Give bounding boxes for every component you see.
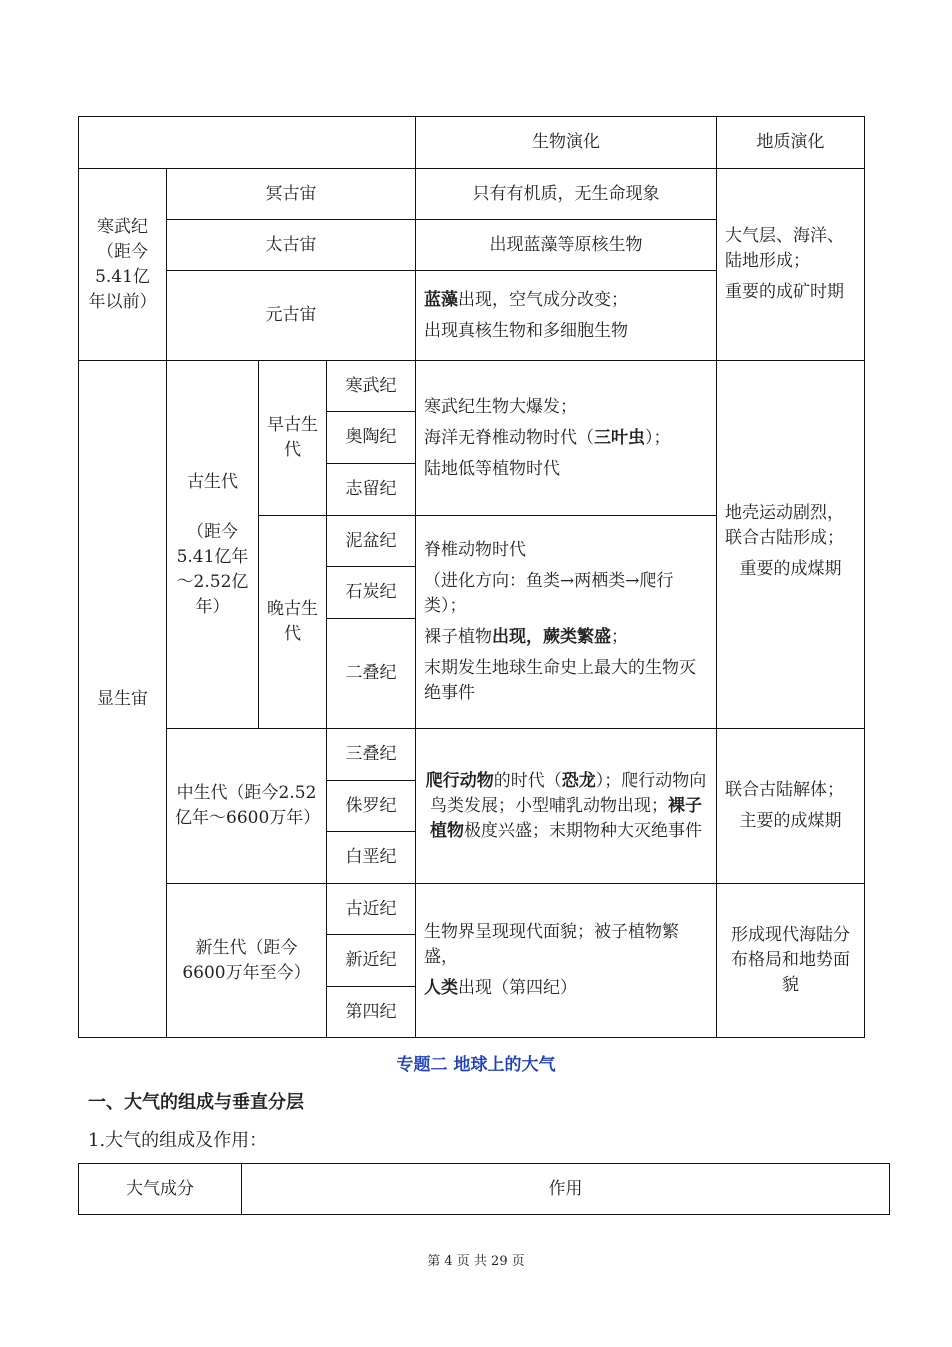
section-heading: 一、大气的组成与垂直分层: [88, 1092, 304, 1113]
precambrian-label: 寒武纪（距今5.41亿年以前）: [79, 169, 167, 361]
early-paleozoic-label: 早古生代: [259, 361, 327, 516]
period-name: 泥盆纪: [327, 516, 416, 567]
atmosphere-composition-table: [78, 1163, 890, 1215]
early-paleozoic-bio: 寒武纪生物大爆发； 海洋无脊椎动物时代（三叶虫）； 陆地低等植物时代: [416, 361, 717, 516]
page-footer: 第 4 页 共 29 页: [427, 1254, 525, 1269]
header-component: 大气成分: [79, 1164, 242, 1215]
period-name: 第四纪: [327, 987, 416, 1038]
period-name: 石炭纪: [327, 567, 416, 619]
paleozoic-label: 古生代 （距今5.41亿年～2.52亿年）: [167, 361, 259, 729]
eon-bio: 只有有机质，无生命现象: [416, 169, 717, 220]
header-empty: [79, 117, 416, 169]
eon-bio: 出现蓝藻等原核生物: [416, 220, 717, 271]
mesozoic-bio: 爬行动物的时代（恐龙）；爬行动物向鸟类发展；小型哺乳动物出现；裸子植物极度兴盛；末期物种大灭绝事件: [416, 729, 717, 884]
subsection-heading: 1.大气的组成及作用：: [88, 1130, 268, 1151]
cenozoic-geo: 形成现代海陆分布格局和地势面貌: [717, 884, 865, 1038]
period-name: 奥陶纪: [327, 412, 416, 464]
late-paleozoic-label: 晚古生代: [259, 516, 327, 729]
period-name: 三叠纪: [327, 729, 416, 781]
header-bio: 生物演化: [416, 117, 717, 169]
header-function: 作用: [242, 1164, 890, 1215]
period-name: 白垩纪: [327, 832, 416, 884]
period-name: 寒武纪: [327, 361, 416, 412]
phanerozoic-label: 显生宙: [79, 361, 167, 1038]
period-name: 侏罗纪: [327, 781, 416, 832]
precambrian-geo: 大气层、海洋、陆地形成； 重要的成矿时期: [717, 169, 865, 361]
geologic-history-table: [78, 116, 865, 1038]
period-name: 二叠纪: [327, 619, 416, 729]
cenozoic-label: 新生代（距今6600万年至今）: [167, 884, 327, 1038]
topic-heading: 专题二 地球上的大气: [396, 1055, 556, 1075]
paleozoic-geo: 地壳运动剧烈，联合古陆形成； 重要的成煤期: [717, 361, 865, 729]
eon-name: 太古宙: [167, 220, 416, 271]
eon-name: 元古宙: [167, 271, 416, 361]
eon-bio: 蓝藻出现，空气成分改变； 出现真核生物和多细胞生物: [416, 271, 717, 361]
mesozoic-geo: 联合古陆解体； 主要的成煤期: [717, 729, 865, 884]
late-paleozoic-bio: 脊椎动物时代 （进化方向：鱼类→两栖类→爬行类）； 裸子植物出现，蕨类繁盛； 末期发生地球生命史上最大的生物灭绝事件: [416, 516, 717, 729]
cenozoic-bio: 生物界呈现现代面貌；被子植物繁盛， 人类出现（第四纪）: [416, 884, 717, 1038]
period-name: 新近纪: [327, 935, 416, 987]
eon-name: 冥古宙: [167, 169, 416, 220]
period-name: 志留纪: [327, 464, 416, 516]
mesozoic-label: 中生代（距今2.52亿年～6600万年）: [167, 729, 327, 884]
period-name: 古近纪: [327, 884, 416, 935]
header-geo: 地质演化: [717, 117, 865, 169]
